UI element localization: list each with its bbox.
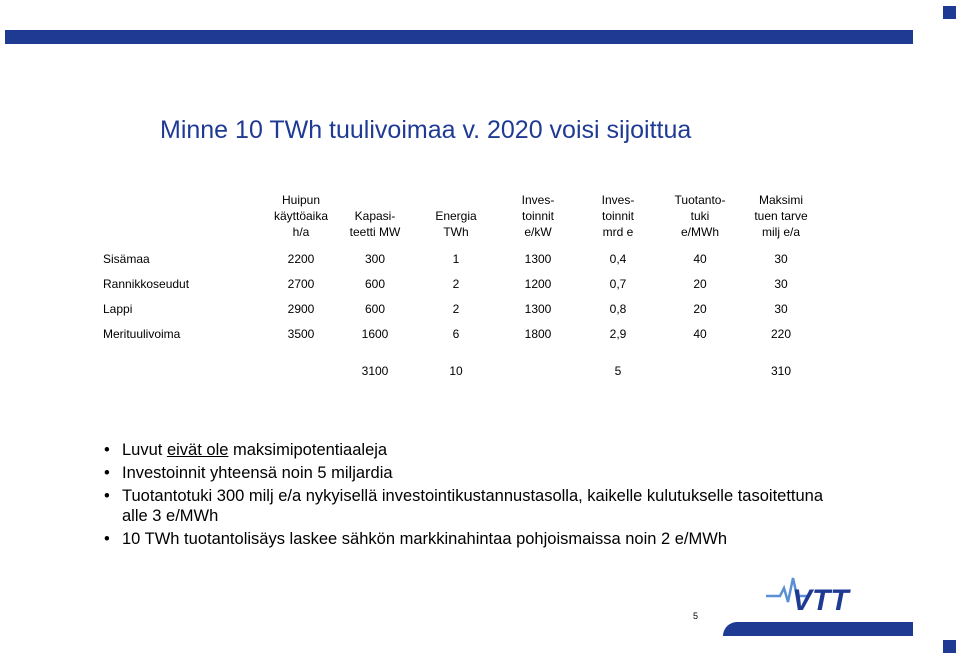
- table-cell: 220: [770, 327, 792, 341]
- table-cell: 6: [452, 327, 460, 341]
- table-cell: 1300: [524, 252, 552, 266]
- total-energy: 10: [449, 364, 463, 378]
- page-number: 5: [693, 611, 699, 621]
- header-max-support: Maksimi tuen tarve milj e/a: [754, 193, 808, 239]
- header-capacity: Kapasi- teetti MW: [349, 209, 401, 239]
- table-cell: 2900: [287, 302, 315, 316]
- table-cell: 300: [364, 252, 386, 266]
- table-cell: 20: [693, 302, 707, 316]
- bullet-dot-icon: •: [104, 441, 110, 459]
- bullet-item: • Luvut eivät ole maksimipotentiaaleja: [104, 441, 388, 459]
- bullet-item: • Tuotantotuki 300 milj e/a nykyisellä investointikustannustasolla, kaikelle kulutukselle tasoitettuna alle 3 e/MWh: [104, 487, 824, 525]
- table-cell: 30: [774, 277, 788, 291]
- total-investment: 5: [614, 364, 622, 378]
- row-label-sisamaa: Sisämaa: [103, 252, 150, 266]
- bullet-dot-icon: •: [104, 464, 110, 482]
- table-cell: 0,8: [609, 302, 627, 316]
- table-cell: 2700: [287, 277, 315, 291]
- bullet-list: [104, 440, 824, 552]
- table-cell: 2200: [287, 252, 315, 266]
- bullet-dot-icon: •: [104, 530, 110, 548]
- table-cell: 2,9: [609, 327, 627, 341]
- table-cell: 600: [364, 277, 386, 291]
- bullet-item: • 10 TWh tuotantolisäys laskee sähkön markkinahintaa pohjoismaissa noin 2 e/MWh: [104, 530, 728, 548]
- row-label-rannikkoseudut: Rannikkoseudut: [103, 277, 190, 291]
- table-cell: 0,7: [609, 277, 627, 291]
- underlined-text: eivät ole: [166, 441, 229, 459]
- header-production-support: Tuotanto- tuki e/MWh: [674, 193, 726, 239]
- bullet-item: • Investoinnit yhteensä noin 5 miljardia: [104, 464, 393, 482]
- table-cell: 1300: [524, 302, 552, 316]
- header-peak-hours: Huipun käyttöaika h/a: [273, 193, 329, 239]
- table-cell: 30: [774, 252, 788, 266]
- bottom-accent-bar: [723, 622, 913, 636]
- corner-square-top: [943, 6, 956, 19]
- table-cell: 2: [452, 277, 460, 291]
- header-investment-per-kw: Inves- toinnit e/kW: [521, 193, 555, 239]
- logo-text: VTT: [792, 584, 849, 614]
- top-accent-bar: [5, 30, 913, 44]
- table-cell: 600: [364, 302, 386, 316]
- table-cell: 2: [452, 302, 460, 316]
- bullet-dot-icon: •: [104, 487, 110, 505]
- header-investment-total: Inves- toinnit mrd e: [601, 193, 635, 239]
- table-cell: 1600: [361, 327, 389, 341]
- total-max-support: 310: [770, 364, 792, 378]
- header-energy: Energia TWh: [435, 209, 477, 239]
- table-cell: 0,4: [609, 252, 627, 266]
- slide-title: Minne 10 TWh tuulivoimaa v. 2020 voisi sijoittua: [160, 116, 692, 144]
- table-cell: 1200: [524, 277, 552, 291]
- table-cell: 1: [452, 252, 460, 266]
- table-cell: 20: [693, 277, 707, 291]
- vtt-logo: [766, 572, 876, 614]
- table-cell: 40: [693, 252, 707, 266]
- row-label-lappi: Lappi: [103, 302, 133, 316]
- table-cell: 30: [774, 302, 788, 316]
- table-cell: 1800: [524, 327, 552, 341]
- row-label-merituulivoima: Merituulivoima: [103, 327, 181, 341]
- table-cell: 40: [693, 327, 707, 341]
- total-capacity: 3100: [361, 364, 389, 378]
- corner-square-bottom: [943, 640, 956, 653]
- table-cell: 3500: [287, 327, 315, 341]
